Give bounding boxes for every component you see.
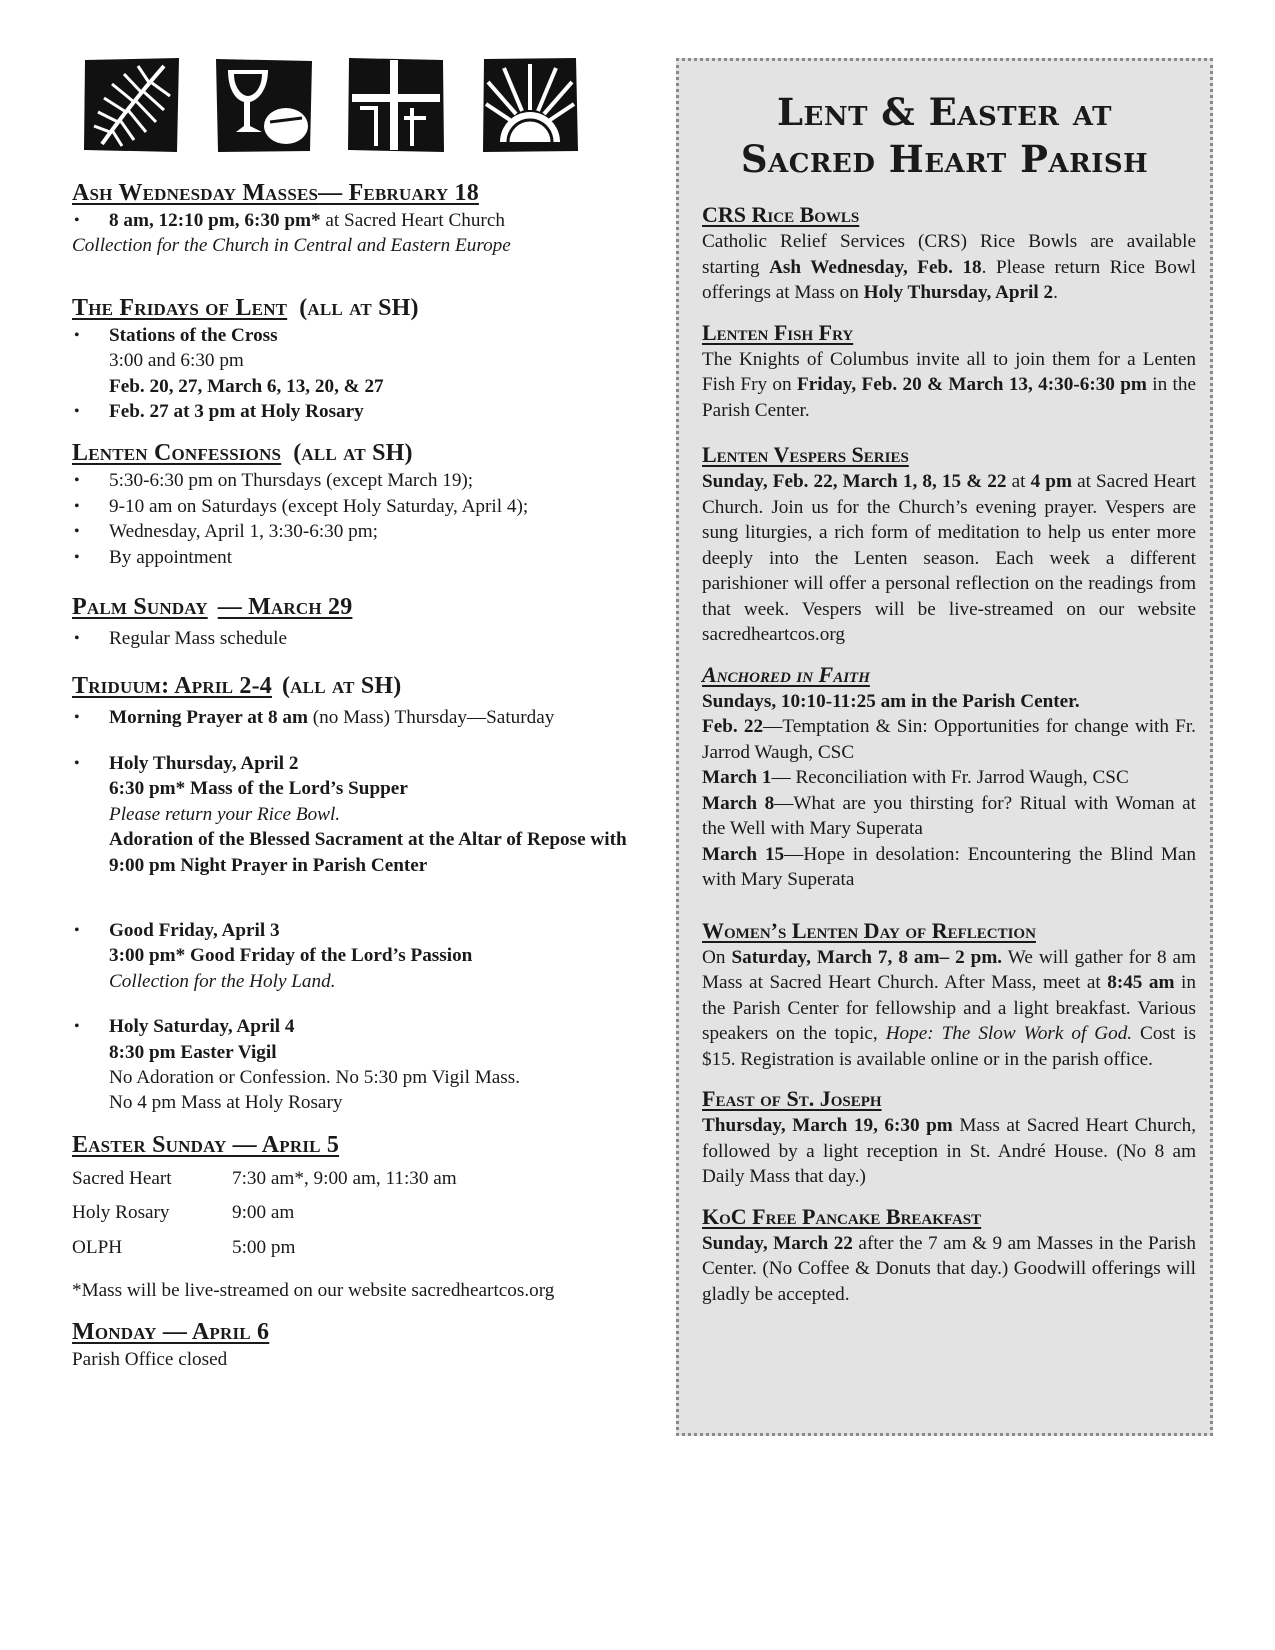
list-item: • Good Friday, April 3 3:00 pm* Good Friday of the Lord’s Passion Collection for the Holy Land. xyxy=(72,918,632,994)
events-sidebar xyxy=(676,58,1213,1436)
triduum-heading: Triduum: April 2-4 (all at SH) xyxy=(72,673,402,700)
confessions-section xyxy=(72,438,632,570)
pancake-breakfast-section: KoC Free Pancake Breakfast Sunday, March 22 after the 7 am & 9 am Masses in the Parish Center. (No Coffee & Donuts that day.) Goodwill offerings will gladly be accepted. xyxy=(702,1203,1196,1305)
easter-times-table xyxy=(72,1166,632,1260)
times: 7:30 am*, 9:00 am, 11:30 am xyxy=(232,1167,457,1189)
list-item: March 15—Hope in desolation: Encountering the Blind Man with Mary Superata xyxy=(702,843,1197,890)
list-item: • 8 am, 12:10 pm, 6:30 pm* at Sacred Heart Church xyxy=(72,208,632,233)
page-title: Lent & Easter at Sacred Heart Parish xyxy=(740,90,1149,181)
place: Sacred Heart xyxy=(72,1167,172,1189)
chalice-icon xyxy=(214,56,314,154)
easter-heading: Easter Sunday — April 5 xyxy=(72,1131,340,1158)
monday-heading: Monday — April 6 xyxy=(72,1319,270,1346)
list-item: • By appointment xyxy=(72,545,632,570)
list-item: March 1— Reconciliation with Fr. Jarrod Waugh, CSC xyxy=(702,767,1129,788)
triduum-section xyxy=(72,671,632,1115)
list-item: • 5:30-6:30 pm on Thursdays (except March 19); xyxy=(72,468,632,493)
collection-note: Collection for the Church in Central and Eastern Europe xyxy=(72,235,511,257)
palm-sunday-heading: Palm Sunday — March 29 xyxy=(72,594,353,621)
list-item: • Regular Mass schedule xyxy=(72,626,632,651)
womens-day-section: Women’s Lenten Day of Reflection On Saturday, March 7, 8 am– 2 pm. We will gather for 8 am Mass at Sacred Heart Church. After Mass, meet at 8:45 am in the Parish Center for fellowship and a light breakfast. Various speakers on the topic, Hope: The Slow Work of God. Cost is $15. Registration is available online or in the parish office. xyxy=(702,917,1196,1070)
vespers-heading: Lenten Vespers Series xyxy=(702,442,909,467)
easter-section xyxy=(72,1130,632,1304)
vespers-section: Lenten Vespers Series Sunday, Feb. 22, March 1, 8, 15 & 22 at 4 pm at Sacred Heart Church. Join us for the Church’s evening prayer. Vespers are sung liturgies, a rich form of meditation to help us enter more deeply into the Lenten season. Each week a different parishioner will offer a personal reflection on the readings from that week. Vespers will be live-streamed on our website sacredheartcos.org xyxy=(702,442,1196,645)
sunrise-icon xyxy=(480,56,580,154)
fish-fry-section: Lenten Fish Fry The Knights of Columbus invite all to join them for a Lenten Fish Fry on Friday, Feb. 20 & March 13, 4:30-6:30 pm in the Parish Center. xyxy=(702,319,1196,421)
monday-section xyxy=(72,1317,632,1372)
list-item: • Feb. 27 at 3 pm at Holy Rosary xyxy=(72,399,632,424)
list-item: • Holy Thursday, April 2 6:30 pm* Mass of the Lord’s Supper Please return your Rice Bowl. Adoration of the Blessed Sacrament at the Altar of Repose with 9:00 pm Night Prayer in Parish Center xyxy=(72,751,632,878)
list-item: Feb. 22—Temptation & Sin: Opportunities for change with Fr. Jarrod Waugh, CSC xyxy=(702,716,1196,763)
fridays-section xyxy=(72,293,632,425)
list-item: • Holy Saturday, April 4 8:30 pm Easter Vigil No Adoration or Confession. No 5:30 pm Vigil Mass. No 4 pm Mass at Holy Rosary xyxy=(72,1014,632,1116)
pancake-breakfast-heading: KoC Free Pancake Breakfast xyxy=(702,1203,982,1229)
list-item: • 9-10 am on Saturdays (except Holy Saturday, April 4); xyxy=(72,494,632,519)
ash-wednesday-section xyxy=(72,178,632,259)
confessions-heading: Lenten Confessions (all at SH) xyxy=(72,440,413,467)
womens-day-heading: Women’s Lenten Day of Reflection xyxy=(702,917,1036,943)
anchored-faith-section: Anchored in Faith Sundays, 10:10-11:25 am in the Parish Center. Feb. 22—Temptation & Sin: Opportunities for change with Fr. Jarrod Waugh, CSC March 1— Reconciliation with Fr. Jarrod Waugh, CSC March 8—What are you thirsting for? Ritual with Woman at the Well with Mary Superata March 15—Hope in desolation: Encountering the Blind Man with Mary Superata xyxy=(702,661,1196,893)
st-joseph-heading: Feast of St. Joseph xyxy=(702,1086,882,1111)
place: OLPH xyxy=(72,1236,123,1258)
rice-bowls-heading: CRS Rice Bowls xyxy=(702,202,860,227)
ash-wednesday-heading: Ash Wednesday Masses— February 18 xyxy=(72,180,479,206)
list-item: • Wednesday, April 1, 3:30-6:30 pm; xyxy=(72,519,632,544)
schedule-column xyxy=(72,178,632,1387)
list-item: March 8—What are you thirsting for? Ritual with Woman at the Well with Mary Superata xyxy=(702,792,1197,839)
livestream-footnote: *Mass will be live-streamed on our website sacredheartcos.org xyxy=(72,1279,555,1301)
icon-strip xyxy=(82,56,602,160)
cross-icon xyxy=(346,56,446,154)
fish-fry-heading: Lenten Fish Fry xyxy=(702,319,854,345)
times: 9:00 am xyxy=(232,1202,295,1224)
place: Holy Rosary xyxy=(72,1202,170,1224)
palm-sunday-section xyxy=(72,592,632,651)
palm-icon xyxy=(82,56,182,154)
rice-bowls-section: CRS Rice Bowls Catholic Relief Services (CRS) Rice Bowls are available starting Ash Wednesday, Feb. 18. Please return Rice Bowl offerings at Mass on Holy Thursday, April 2. xyxy=(702,202,1197,303)
st-joseph-section: Feast of St. Joseph Thursday, March 19, 6:30 pm Mass at Sacred Heart Church, followed by a light reception in St. André House. (No 8 am Daily Mass that day.) xyxy=(702,1086,1196,1187)
list-item: • Stations of the Cross 3:00 and 6:30 pm Feb. 20, 27, March 6, 13, 20, & 27 xyxy=(72,323,632,399)
list-item: • Morning Prayer at 8 am (no Mass) Thursday—Saturday xyxy=(72,705,632,730)
anchored-faith-heading: Anchored in Faith xyxy=(702,661,870,687)
fridays-heading: The Fridays of Lent (all at SH) xyxy=(72,294,419,321)
times: 5:00 pm xyxy=(232,1236,296,1258)
monday-text: Parish Office closed xyxy=(72,1349,228,1371)
